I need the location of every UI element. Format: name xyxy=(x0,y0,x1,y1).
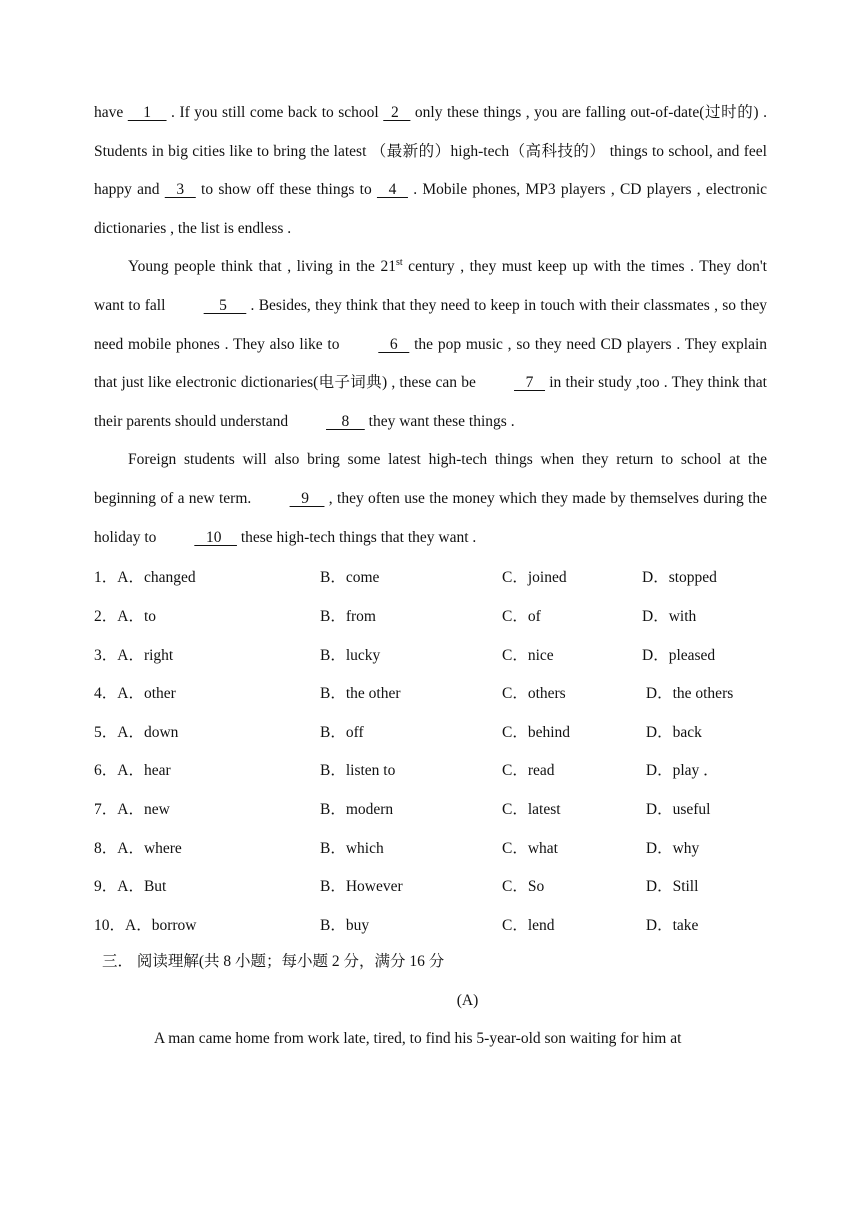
blank-10: 10 xyxy=(194,528,237,546)
option-c: C．So xyxy=(502,878,545,896)
passage-label: (A) xyxy=(456,991,479,1009)
option-c: C．nice xyxy=(502,646,554,664)
option-a: 9．A．But xyxy=(94,878,167,896)
text: only these things , you are falling out-of-date(过时的) . Students in big cities like to bring the latest （最新的）high-tech（高科技的） things to school, and feel happy and xyxy=(94,104,767,199)
blank-3: 3 xyxy=(164,181,196,199)
option-c: C．read xyxy=(502,762,555,780)
option-b: B．modern xyxy=(320,800,394,818)
option-row xyxy=(94,789,767,828)
option-a: 7．A．new xyxy=(94,800,170,818)
option-d: D．why xyxy=(642,839,700,857)
option-row xyxy=(94,904,767,943)
option-d: D．pleased xyxy=(642,646,716,664)
blank-6: 6 xyxy=(378,335,410,353)
passage-paragraph-3 xyxy=(94,441,767,557)
text: have xyxy=(94,104,128,121)
option-a: 5．A．down xyxy=(94,723,179,741)
blank-7: 7 xyxy=(514,374,546,392)
blank-9: 9 xyxy=(289,489,325,507)
option-c: C．joined xyxy=(502,569,567,587)
section-heading: 三． 阅读理解(共 8 小题；每小题 2 分，满分 16 分 xyxy=(102,953,445,971)
text: these high-tech things that they want . xyxy=(236,528,477,546)
option-row xyxy=(94,557,767,596)
option-b: B．listen to xyxy=(320,762,396,780)
option-row xyxy=(94,596,767,635)
option-c: C．behind xyxy=(502,723,571,741)
option-b: B．However xyxy=(320,878,403,896)
text: . Besides, they think that they need to keep in touch with their classmates , so they need mobile phones . They also like to xyxy=(94,296,767,353)
document-page xyxy=(94,94,767,1059)
text: . If you still come back to school xyxy=(166,104,384,121)
option-row xyxy=(94,712,767,751)
option-b: B．which xyxy=(320,839,384,857)
blank-5: 5 xyxy=(203,296,247,314)
option-d: D．Still xyxy=(642,878,699,896)
option-b: B．buy xyxy=(320,916,370,934)
option-c: C．lend xyxy=(502,916,555,934)
option-b: B．lucky xyxy=(320,646,381,664)
option-a: 6．A．hear xyxy=(94,762,171,780)
option-row xyxy=(94,750,767,789)
option-c: C．latest xyxy=(502,800,561,818)
text: in their study ,too . They think that their parents should understand xyxy=(94,374,767,430)
option-a: 4．A．other xyxy=(94,685,176,703)
option-c: C．others xyxy=(502,685,566,703)
option-d: D．stopped xyxy=(642,569,717,587)
text: to show off these things to xyxy=(195,181,377,199)
option-a: 8．A．where xyxy=(94,839,182,857)
option-b: B．from xyxy=(320,608,376,626)
option-b: B．the other xyxy=(320,685,401,703)
option-a: 3．A．right xyxy=(94,646,174,664)
option-d: D．with xyxy=(642,608,697,626)
option-d: D．play ． xyxy=(642,762,719,780)
option-row xyxy=(94,827,767,866)
blank-1: 1 xyxy=(127,104,167,121)
option-b: B．come xyxy=(320,569,380,587)
text: , they often use the money which they made by themselves during the holiday to xyxy=(94,489,767,546)
superscript: st xyxy=(395,257,403,269)
option-row xyxy=(94,673,767,712)
option-c: C．what xyxy=(502,839,558,857)
text: Young people think that , living in the 21 xyxy=(128,258,396,276)
option-d: D．the others xyxy=(642,685,734,703)
option-row xyxy=(94,866,767,905)
blank-8: 8 xyxy=(326,412,365,430)
option-a: 1．A．changed xyxy=(94,569,196,587)
text: . Mobile phones, MP3 players , CD players , electronic dictionaries , the list is endless . xyxy=(94,181,767,237)
option-a: 10．A．borrow xyxy=(94,916,197,934)
options-table xyxy=(94,557,767,943)
option-row xyxy=(94,634,767,673)
option-d: D．useful xyxy=(642,800,711,818)
option-d: D．back xyxy=(642,723,702,741)
blank-2: 2 xyxy=(383,104,411,121)
option-c: C．of xyxy=(502,608,541,626)
option-a: 2．A．to xyxy=(94,608,157,626)
option-b: B．off xyxy=(320,723,364,741)
text: they want these things . xyxy=(364,412,515,430)
reading-paragraph: A man came home from work late, tired, to find his 5-year-old son waiting for him at xyxy=(154,1030,682,1048)
text: the pop music , so they need CD players . They explain that just like electronic dictionaries(电子词典) , these can be xyxy=(94,335,767,392)
text: Foreign students will also bring some latest high-tech things when they return to school at the beginning of a new term. xyxy=(94,451,767,507)
text: century , they must keep up with the times . They don't want to fall xyxy=(94,258,767,314)
blank-4: 4 xyxy=(376,181,408,199)
passage-paragraph-1 xyxy=(94,94,767,248)
passage-paragraph-2 xyxy=(94,248,767,441)
option-d: D．take xyxy=(642,916,699,934)
